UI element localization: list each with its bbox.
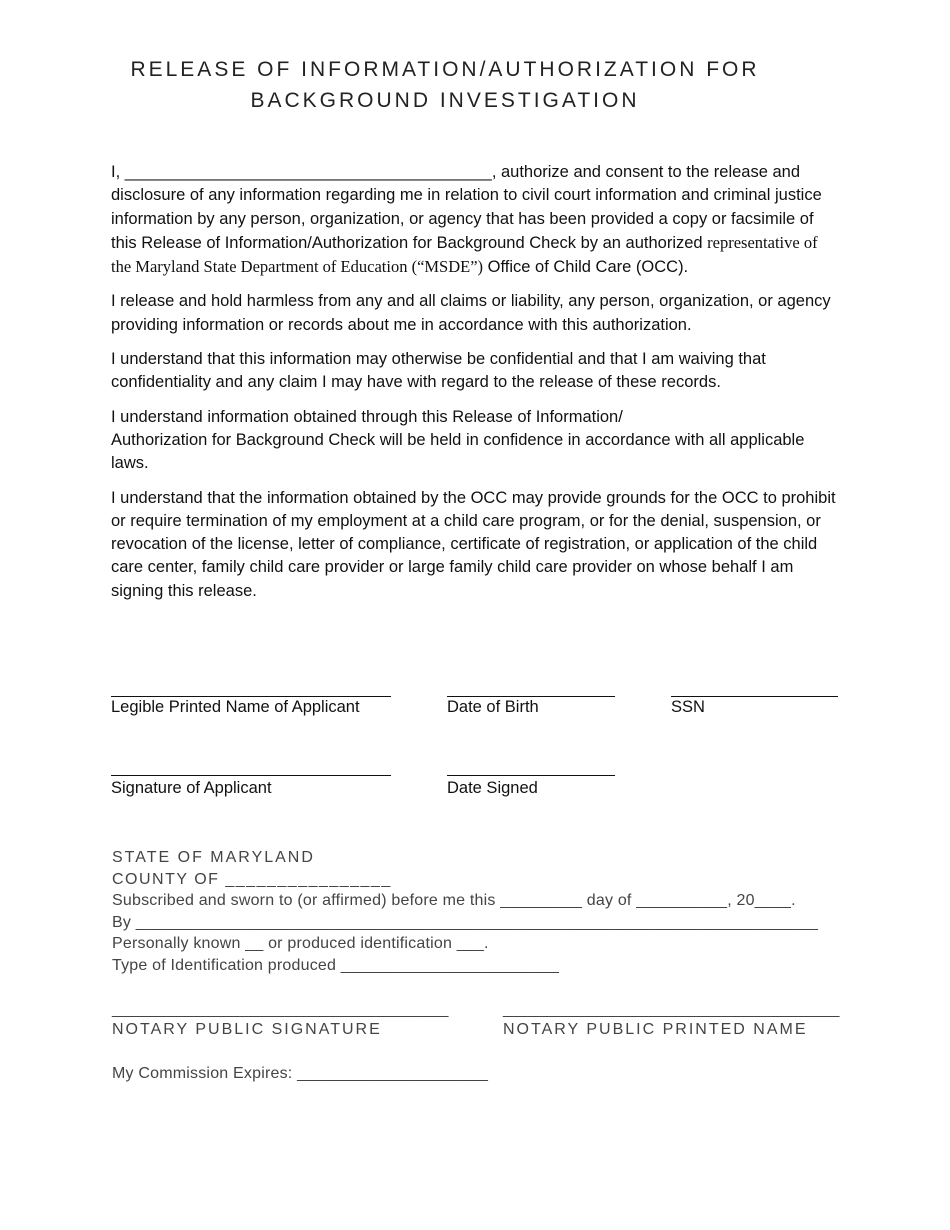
paragraph-grounds: I understand that the information obtained by the OCC may provide grounds for the OCC to prohibit or require termination of my employment at a child care program, or for the denial, suspension, or revocation of the license, letter of compliance, certificate of registration, or application of the child care center, family child care provider or large family child care provider on whose behalf I am signing this release.	[111, 488, 836, 600]
notary-known: Personally known __ or produced identification ___.	[112, 935, 489, 952]
date-signed-label: Date Signed	[447, 779, 538, 797]
date-of-birth-line[interactable]	[447, 696, 615, 697]
notary-signature-line[interactable]: _____________________________________	[112, 1001, 449, 1018]
signature-label: Signature of Applicant	[111, 779, 272, 797]
notary-state: STATE OF MARYLAND	[112, 849, 315, 866]
notary-signature-label: NOTARY PUBLIC SIGNATURE	[112, 1021, 382, 1038]
paragraph-confidentiality: I understand that this information may otherwise be confidential and that I am waiving that confidentiality and any claim I may have with regard to the release of these records.	[111, 350, 766, 392]
paragraph-consent-msde: representative of the Maryland State Department of Education (“MSDE”)	[111, 232, 818, 277]
document-title-line-1: RELEASE OF INFORMATION/AUTHORIZATION FOR	[130, 58, 760, 81]
paragraph-release: I release and hold harmless from any and all claims or liability, any person, organization, or agency providing information or records about me in accordance with this authorization.	[111, 292, 831, 334]
date-signed-line[interactable]	[447, 775, 615, 776]
notary-id-type: Type of Identification produced ________________________	[112, 957, 560, 974]
signature-line[interactable]	[111, 775, 391, 776]
notary-county: COUNTY OF ________________	[112, 871, 392, 888]
ssn-label: SSN	[671, 698, 705, 716]
ssn-line[interactable]	[671, 696, 838, 697]
notary-sworn: Subscribed and sworn to (or affirmed) before me this _________ day of __________, 20____.	[112, 892, 796, 909]
paragraph-confidence-line-2: Authorization for Background Check will be held in confidence in accordance with all applicable laws.	[111, 430, 805, 473]
notary-printed-name-label: NOTARY PUBLIC PRINTED NAME	[503, 1021, 808, 1038]
paragraph-consent	[111, 161, 841, 279]
notary-name-line[interactable]: _____________________________________	[503, 1001, 840, 1018]
printed-name-label: Legible Printed Name of Applicant	[111, 698, 360, 716]
notary-by: By ___________________________________________________________________________	[112, 914, 819, 931]
paragraph-confidence-line-1: I understand information obtained through this Release of Information/	[111, 407, 623, 426]
paragraph-consent-part-1: I, ________________________________________, authorize and consent to the release and disclosure of any information regarding me in relation to civil court information and criminal justice information by any person, organization, or agency that has been provided a copy or facsimile of this Release of Information/Authorization for Background Check by an authorized	[111, 163, 822, 252]
notary-commission-expires: My Commission Expires: _____________________	[112, 1065, 489, 1082]
paragraph-consent-part-3: Office of Child Care (OCC).	[483, 258, 689, 277]
document-title-line-2: BACKGROUND INVESTIGATION	[250, 89, 640, 112]
authorization-body	[111, 161, 841, 614]
printed-name-line[interactable]	[111, 696, 391, 697]
date-of-birth-label: Date of Birth	[447, 698, 539, 716]
paragraph-confidence	[111, 406, 841, 476]
